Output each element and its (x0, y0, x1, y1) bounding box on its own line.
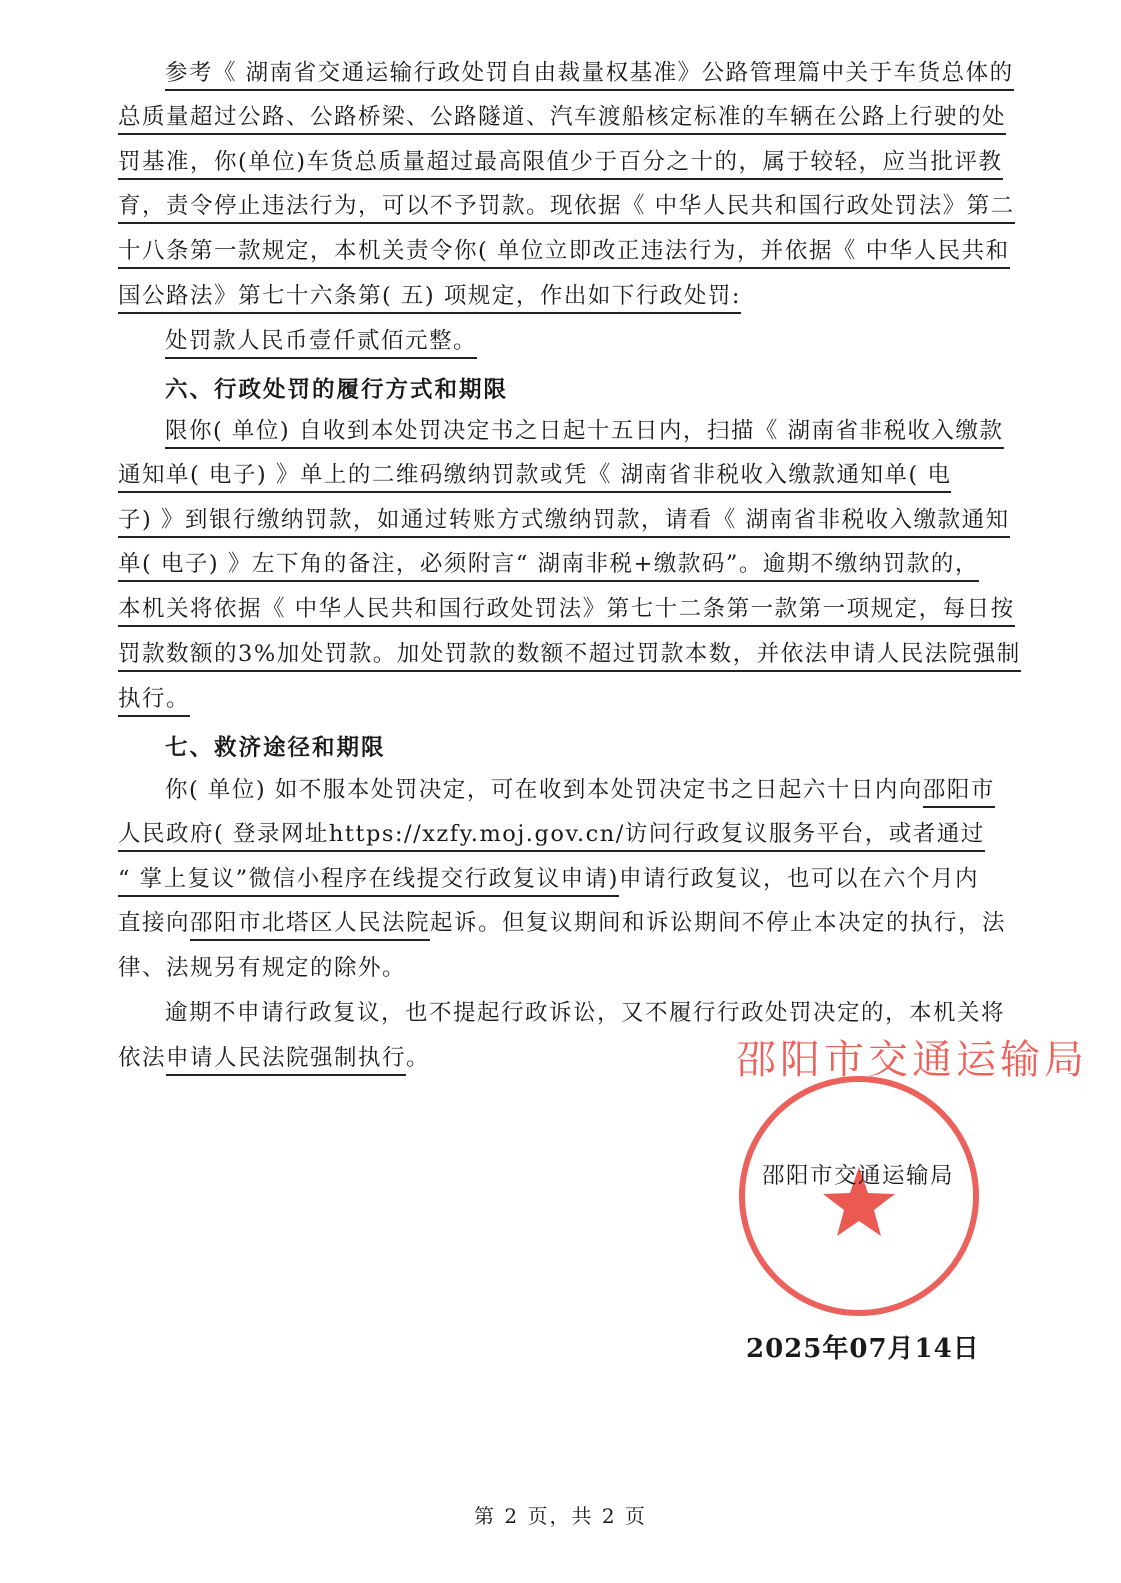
para1-line4: 育，责令停止违法行为，可以不予罚款。现依据《 中华人民共和国行政处罚法》第二 (118, 193, 1015, 224)
court-name: 邵阳市北塔区人民法院 (190, 910, 430, 941)
para6-line3: 子) 》到银行缴纳罚款，如通过转账方式缴纳罚款，请看《 湖南省非税收入缴款通知 (118, 507, 1010, 538)
section-heading-remedy: 七、救济途径和期限 (165, 735, 386, 761)
para8-line1: 逾期不申请行政复议，也不提起行政诉讼，又不履行行政处罚决定的，本机关将 (165, 1000, 1006, 1026)
para1-line3: 罚基准，你(单位)车货总质量超过最高限值少于百分之十的，属于较轻，应当批评教 (118, 149, 1003, 180)
shaoyang-government: 邵阳市 (923, 777, 995, 808)
para7-line2: 人民政府( 登录网址https://xzfy.moj.gov.cn/访问行政复议服务平台，或者通过 (118, 821, 985, 852)
para8-line2-tail: 。 (406, 1045, 431, 1071)
para8-enforcement: 申请人民法院强制执行 (166, 1045, 406, 1076)
para6-line4: 单( 电子) 》左下角的备注，必须附言“ 湖南非税+缴款码”。逾期不缴纳罚款的， (118, 551, 979, 582)
para7-line5: 律、法规另有规定的除外。 (118, 955, 407, 981)
para1-line1: 参考《 湖南省交通运输行政处罚自由裁量权基准》公路管理篇中关于车货总体的 (165, 60, 1014, 91)
para7-line3-tail: 申请行政复议，也可以在六个月内 (618, 866, 979, 892)
penalty-amount: 处罚款人民币壹仟贰佰元整。 (165, 328, 477, 359)
page-footer: 第 2 页，共 2 页 (474, 1504, 647, 1528)
para7-line3: “ 掌上复议”微信小程序在线提交行政复议申请) (118, 866, 619, 897)
official-seal (736, 1037, 1088, 1319)
decision-date: 2025年07月14日 (746, 1334, 980, 1364)
para6-line5: 本机关将依据《 中华人民共和国行政处罚法》第七十二条第一款第一项规定，每日按 (118, 596, 1015, 627)
seal-ring-text: 邵阳市交通运输局 (736, 1037, 1088, 1083)
para7-line1: 你( 单位) 如不服本处罚决定，可在收到本处罚决定书之日起六十日内向 (165, 777, 923, 803)
para6-line2: 通知单( 电子) 》单上的二维码缴纳罚款或凭《 湖南省非税收入缴款通知单( 电 (118, 462, 951, 493)
signer-name: 邵阳市交通运输局 (762, 1163, 955, 1189)
para1-line5: 十八条第一款规定，本机关责令你( 单位立即改正违法行为，并依据《 中华人民共和 (118, 238, 1010, 269)
para8-line2-head: 依法 (118, 1045, 167, 1071)
para7-line4-head: 直接向 (118, 910, 191, 936)
para6-line1: 限你( 单位) 自收到本处罚决定书之日起十五日内，扫描《 湖南省非税收入缴款 (165, 418, 1004, 449)
section-heading-payment: 六、行政处罚的履行方式和期限 (165, 377, 509, 403)
para1-line6: 国公路法》第七十六条第( 五) 项规定，作出如下行政处罚: (118, 283, 741, 314)
para6-line7: 执行。 (118, 686, 190, 717)
para1-line2: 总质量超过公路、公路桥梁、公路隧道、汽车渡船核定标准的车辆在公路上行驶的处 (118, 104, 1006, 135)
para6-line6: 罚款数额的3%加处罚款。加处罚款的数额不超过罚款本数，并依法申请人民法院强制 (118, 641, 1021, 672)
para7-line4-tail: 起诉。但复议期间和诉讼期间不停止本决定的执行，法 (430, 910, 1007, 936)
